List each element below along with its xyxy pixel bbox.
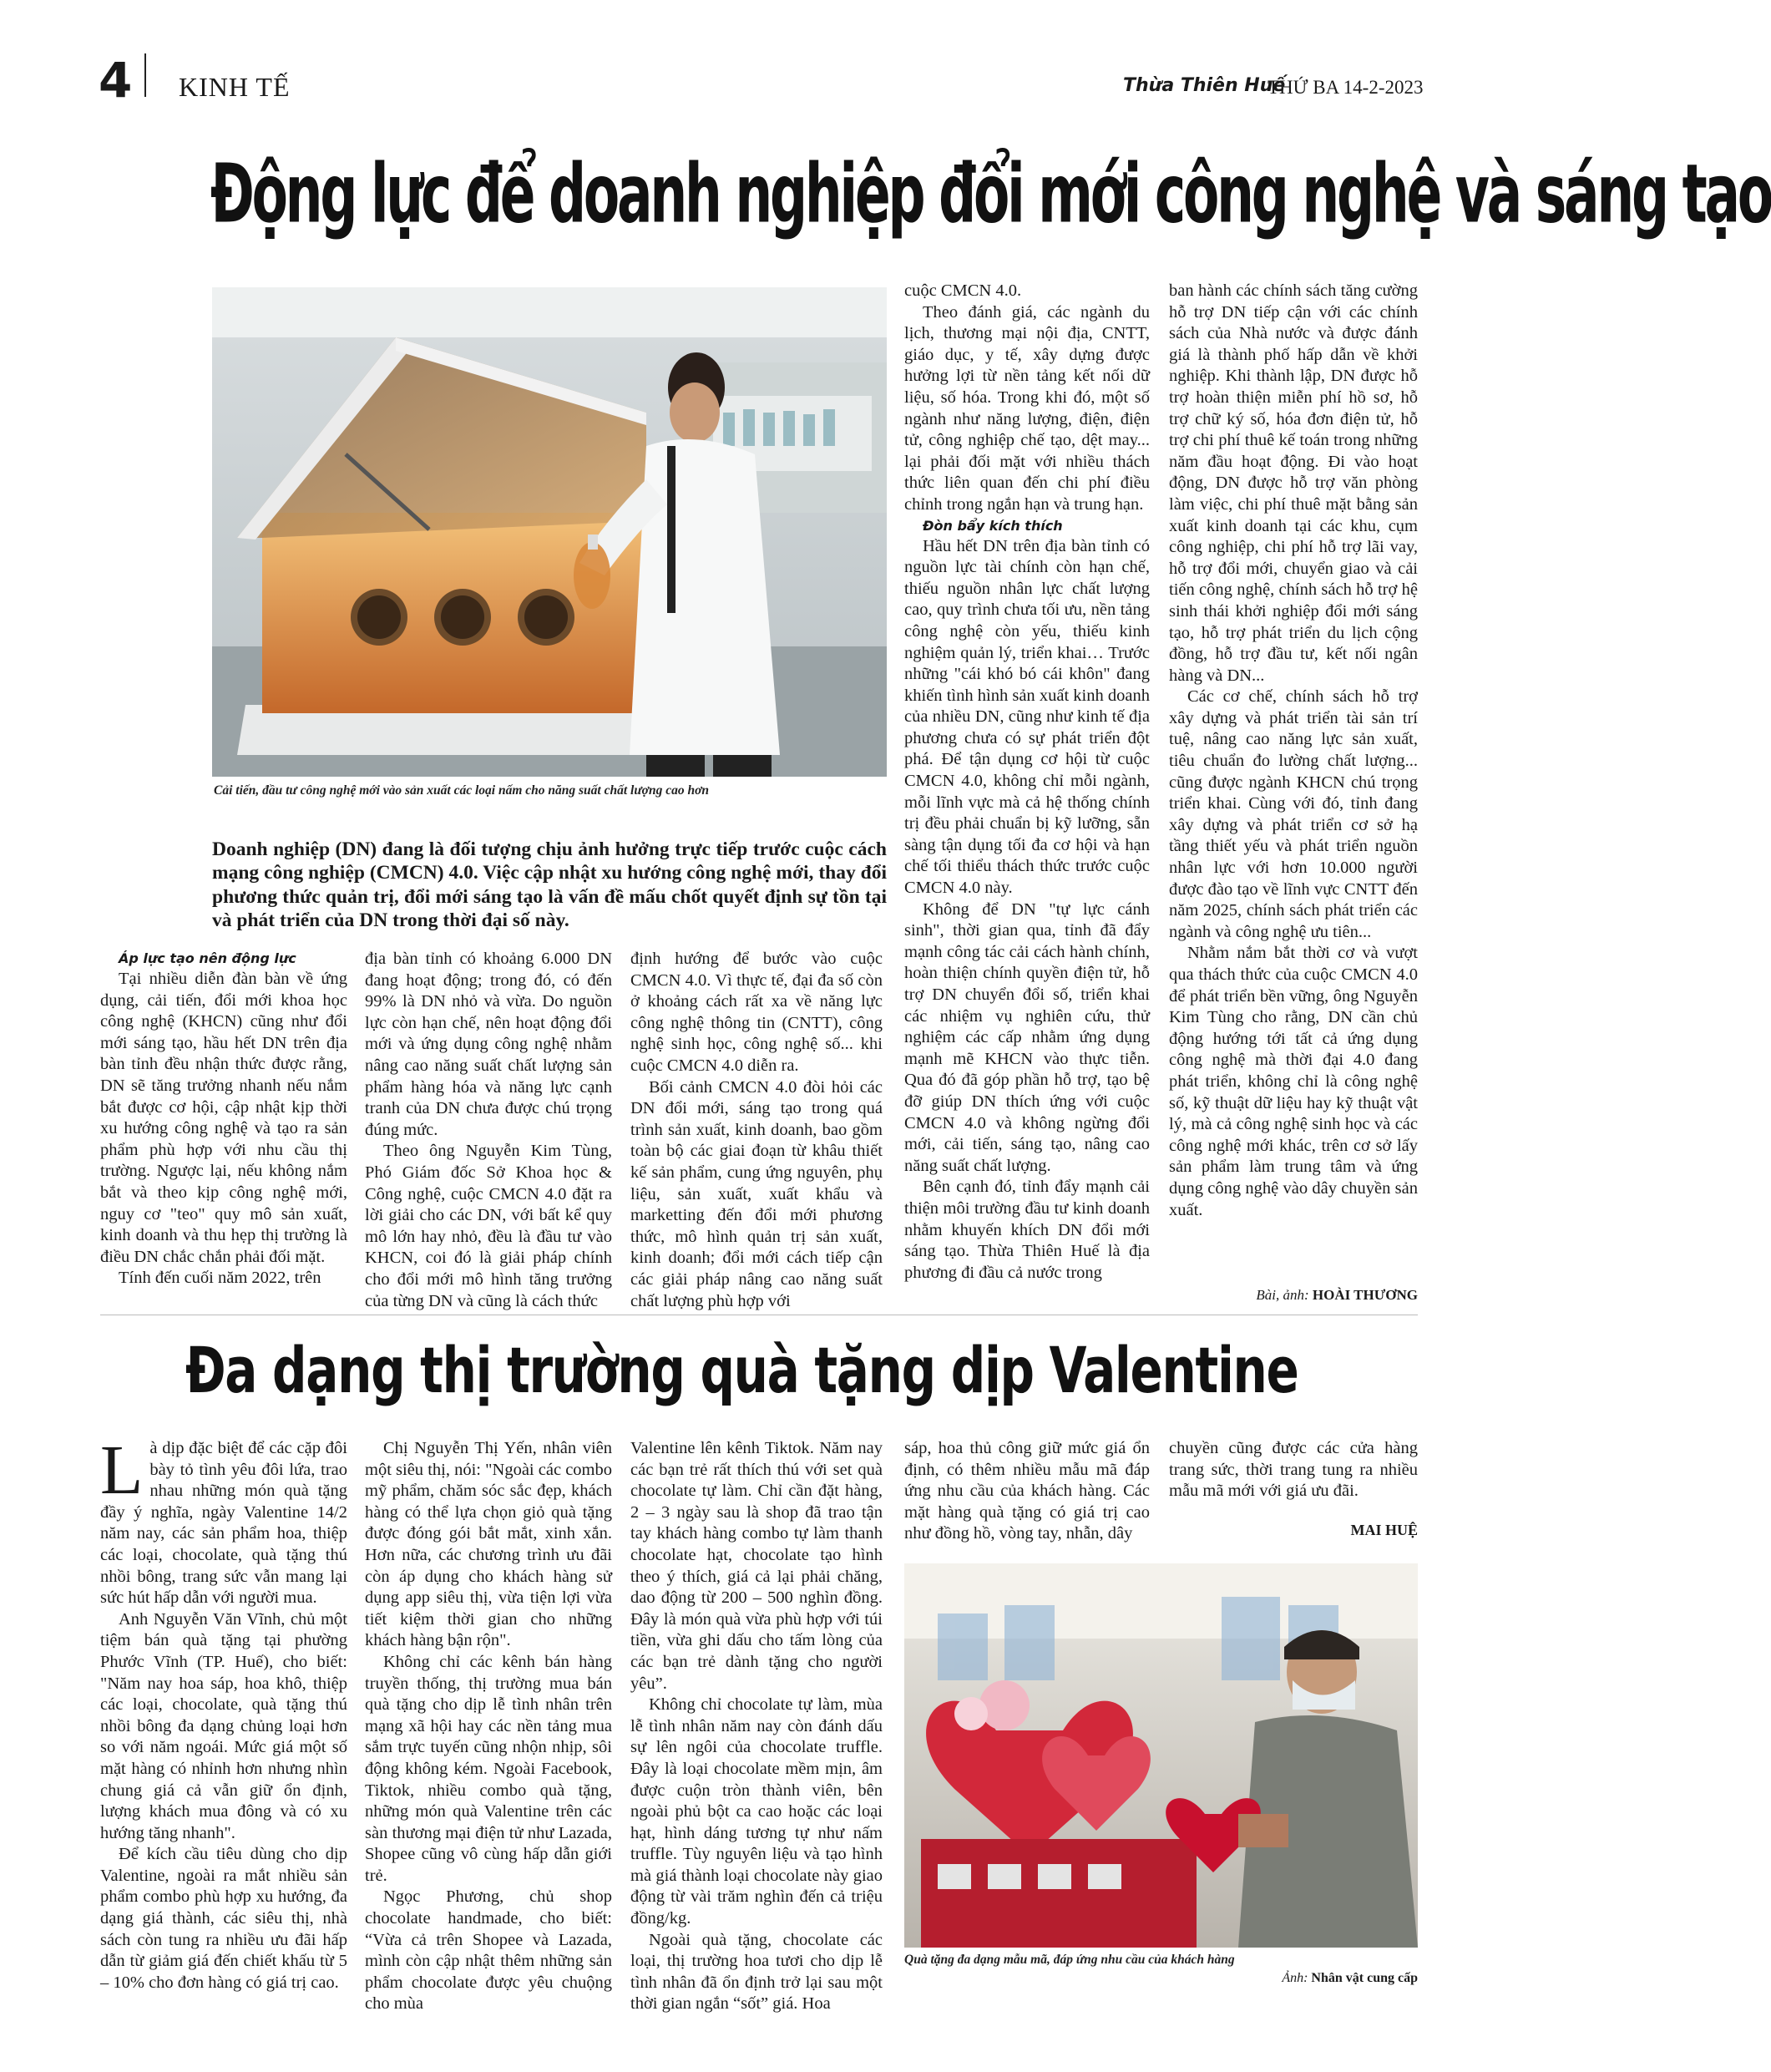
article1-byline [1169,1287,1418,1304]
article1-subheading-2: Đòn bẩy kích thích [923,517,1063,534]
article2-paragraph: Ngoài quà tặng, chocolate các loại, thị trường hoa tươi cho dịp lễ tình nhân đã ổn định trở lại sau một thời gian ngắn “sốt” giá. Hoa [630,1930,883,2014]
article1-paragraph: địa bàn tỉnh có khoảng 6.000 DN đang hoạt động; trong đó, có đến 99% là DN nhỏ và vừa. Do nguồn lực còn hạn chế, nên hoạt động đổi mới và ứng dụng công nghệ nhằm nâng cao năng suất chất lượng sản phẩm hàng hóa và năng lực cạnh tranh của DN chưa được chú trọng đúng mức. [365,950,612,1139]
article2-column-5 [1169,1438,1418,1502]
article1-paragraph: Theo ông Nguyễn Kim Tùng, Phó Giám đốc Sở Khoa học & Công nghệ, cuộc CMCN 4.0 đặt ra lời giải cho các DN, với bất kể quy mô lớn hay nhỏ, đều là đầu tư vào KHCN, coi đó là giải pháp chính cho đổi mới mô hình tăng trưởng của từng DN và cũng là cách thức [365,1142,612,1310]
paper-name: Thừa Thiên Huế [1123,75,1286,96]
gift-photo-illustration [904,1563,1418,1948]
article2-paragraph: sáp, hoa thủ công giữ mức giá ổn định, có thêm nhiều mẫu mã đáp ứng nhu cầu của khách hàng. Các mặt hàng quà tặng có giá trị cao như đồng hồ, vòng tay, nhẫn, dây [904,1439,1150,1543]
article1-paragraph: ban hành các chính sách tăng cường hỗ trợ DN tiếp cận với các chính sách của Nhà nước và được đánh giá là thành phố hấp dẫn về khởi nghiệp. Khi thành lập, DN được hỗ trợ hoàn thiện miễn phí hồ sơ, hỗ trợ chữ ký số, hóa đơn điện tử, hỗ trợ chi phí thuê kế toán trong những năm đầu hoạt động. Đi vào hoạt động, DN được hỗ trợ văn phòng làm việc, chi phí thuê mặt bằng sản xuất kinh doanh tại các khu, cụm công nghiệp, chi phí hỗ trợ lãi vay, hỗ trợ đổi mới, chuyển giao và cải tiến công nghệ, chính sách hỗ trợ hệ sinh thái khởi nghiệp đổi mới sáng tạo, hỗ trợ phát triển du lịch cộng đồng, hỗ trợ đầu tư, kết nối ngân hàng và DN... [1169,281,1418,685]
article1-paragraph: định hướng để bước vào cuộc CMCN 4.0. Vì thực tế, đại đa số còn ở khoảng cách rất xa về năng lực công nghệ thông tin (CNTT), công nghệ sinh học, công nghệ số... khi cuộc CMCN 4.0 diễn ra. [630,950,883,1075]
byline-author: HOÀI THƯƠNG [1312,1287,1418,1303]
article2-paragraph: Ngọc Phương, chủ shop chocolate handmade, cho biết: “Vừa cả trên Shopee và Lazada, mình còn cập nhật thêm những sản phẩm chocolate được yêu chuộng cho mùa [365,1887,612,2014]
article1-paragraph: Tính đến cuối năm 2022, trên [119,1269,321,1288]
photo-credit-name: Nhân vật cung cấp [1311,1971,1418,1985]
article2-photo-caption: Quà tặng đa dạng mẫu mã, đáp ứng nhu cầu của khách hàng [904,1953,1235,1967]
article1-lead: Doanh nghiệp (DN) đang là đối tượng chịu ảnh hưởng trực tiếp trước cuộc cách mạng công nghiệp (CMCN) 4.0. Việc cập nhật xu hướng công nghệ mới, thay đổi phương thức quản trị, đổi mới sáng tạo là vấn đề mấu chốt quyết định sự tồn tại và phát triển của DN trong thời đại số này. [212,838,887,932]
section-name: KINH TẾ [179,72,291,102]
article1-paragraph: Tại nhiều diễn đàn bàn về ứng dụng, cải tiến, đổi mới khoa học công nghệ (KHCN) cũng như đổi mới sáng tạo, hầu hết DN trên địa bàn tỉnh đều nhận thức được rằng, DN sẽ tăng trưởng nhanh nếu nắm bắt được cơ hội, cập nhật kịp thời xu hướng công nghệ và tạo ra sản phẩm phù hợp với nhu cầu thị trường. Ngược lại, nếu không nắm bắt và theo kịp công nghệ mới, nguy cơ "teo" quy mô sản xuất, kinh doanh và thu hẹp thị trường là điều DN chắc chắn phải đối mặt. [100,970,347,1266]
article2-title: Đa dạng thị trường quà tặng dịp Valentine [185,1333,1298,1408]
article1-photo-caption: Cải tiến, đầu tư công nghệ mới vào sản xuất các loại nấm cho năng suất chất lượng cao hơn [214,783,710,798]
article1-paragraph: Nhằm nắm bắt thời cơ và vượt qua thách thức của cuộc CMCN 4.0 để phát triển bền vững, ông Nguyễn Kim Tùng cho rằng, DN cần chủ động hướng tới tất cả ứng dụng công nghệ mà thời đại 4.0 đang phát triển, không chỉ là công nghệ số, kỹ thuật dữ liệu hay kỹ thuật vật lý, mà cả công nghệ sinh học và các công nghệ mới khác, trên cơ sở lấy sản phẩm làm trung tâm và ứng dụng công nghệ vào dây chuyền sản xuất. [1169,944,1418,1219]
article2-column-2 [365,1438,612,2015]
article2-photo-credit [904,1971,1418,1986]
article1-paragraph: Bên cạnh đó, tỉnh đẩy mạnh cải thiện môi trường đầu tư kinh doanh nhằm khuyến khích DN đổi mới sáng tạo. Thừa Thiên Huế là địa phương đi đầu cả nước trong [904,1178,1150,1282]
article2-paragraph: Anh Nguyễn Văn Vĩnh, chủ một tiệm bán quà tặng tại phường Phước Vĩnh (TP. Huế), cho biết: "Năm nay hoa sáp, hoa khô, thiệp các loại, chocolate, quà tặng thú nhồi bông đa dạng chủng loại hơn so với năm ngoái. Mức giá một số mặt hàng có nhỉnh hơn nhưng nhìn chung giá cả vẫn giữ ổn định, lượng khách mua đông và có xu hướng tăng nhanh". [100,1609,347,1842]
article1-title: Động lực để doanh nghiệp đổi mới công nghệ và sáng tạo [210,146,1771,241]
article1-paragraph: Không để DN "tự lực cánh sinh", thời gian qua, tỉnh đã đẩy mạnh công tác cải cách hành chính, hoàn thiện chính quyền điện tử, hỗ trợ DN chuyển đổi số, triển khai các nhiệm vụ nghiên cứu, thử nghiệm các cấp nhằm ứng dụng mạnh mẽ KHCN vào thực tiễn. Qua đó đã góp phần hỗ trợ, tạo bệ đỡ giúp DN thích ứng với cuộc CMCN 4.0 và không ngừng đổi mới, cải tiến, sáng tạo, nâng cao năng suất chất lượng. [904,899,1150,1175]
article1-column-2 [365,949,612,1312]
page-header [0,0,1505,109]
article1-paragraph: Các cơ chế, chính sách hỗ trợ xây dựng và phát triển tài sản trí tuệ, nâng cao năng lực sản xuất, tiêu chuẩn đo lường chất lượng... cũng được ngành KHCN chú trọng triển khai. Cùng với đó, tỉnh đang xây dựng và phát triển cơ sở hạ tầng thiết yếu và phát triển nguồn nhân lực với hơn 10.000 người được đào tạo về lĩnh vực CNTT đến năm 2025, chính sách phát triển các ngành và công nghệ ưu tiên... [1169,687,1418,941]
article2-byline: MAI HUỆ [1350,1522,1418,1538]
article1-paragraph: cuộc CMCN 4.0. [904,281,1022,300]
article2-column-3 [630,1438,883,2015]
article1-column-4 [904,281,1150,1284]
article2-paragraph: Không chỉ chocolate tự làm, mùa lễ tình nhân năm nay còn đánh dấu sự lên ngôi của chocolate truffle. Đây là loại chocolate mềm mịn, âm được cuộn tròn thành viên, bên ngoài phủ bột ca cao hoặc các loại hạt, hình dáng tương tự như nấm truffle. Tùy nguyên liệu và tạo hình mà giá thành loại chocolate này giao động từ vài trăm nghìn đến cả triệu đồng/kg. [630,1695,883,1928]
lab-photo-illustration [212,287,887,777]
byline-prefix: Bài, ảnh: [1256,1287,1309,1303]
article2-paragraph [100,1431,347,1609]
article2-column-1 [100,1431,347,1993]
article1-column-3 [630,949,883,1312]
photo-credit-prefix: Ảnh: [1282,1971,1308,1985]
article1-paragraph: Theo đánh giá, các ngành du lịch, thương mại nội địa, CNTT, giáo dục, y tế, xây dựng được hưởng lợi từ nền tảng kết nối dữ liệu, số hóa. Trong khi đó, một số ngành như năng lượng, điện, điện tử, công nghiệp chế tạo, dệt may... lại phải đối mặt với nhiều thách thức liên quan đến chi phí điều chỉnh trong ngắn hạn và trung hạn. [904,302,1150,514]
article2-lead-text: à dịp đặc biệt để các cặp đôi bày tỏ tình yêu đôi lứa, trao nhau những món quà tặng đầy ý nghĩa, ngày Valentine 14/2 năm nay, các sản phẩm hoa, thiệp các loại, chocolate, quà tặng thú nhồi bông, trang sức vẫn mang lại sức hút hấp dẫn với người mua. [100,1439,347,1608]
article1-photo [212,287,887,777]
article2-paragraph: Để kích cầu tiêu dùng cho dịp Valentine, ngoài ra mắt nhiều sản phẩm combo phù hợp xu hướng, đa dạng giá thành, các siêu thị, nhà sách còn tung ra nhiều ưu đãi hấp dẫn từ giảm giá đến chiết khấu từ 5 – 10% cho đơn hàng có giá trị cao. [100,1845,347,1992]
article2-paragraph: chuyền cũng được các cửa hàng trang sức, thời trang tung ra nhiều mẫu mã mới với giá ưu đãi. [1169,1439,1418,1501]
article2-photo [904,1563,1418,1948]
issue-date: THỨ BA 14-2-2023 [1268,77,1424,98]
article1-column-5 [1169,281,1418,1221]
header-divider [144,53,146,97]
article2-paragraph: Chị Nguyễn Thị Yến, nhân viên một siêu thị, nói: "Ngoài các combo mỹ phẩm, chăm sóc sắc đẹp, khách hàng có thể lựa chọn giỏ quà tặng được đóng gói bắt mắt, xinh xắn. Hơn nữa, các chương trình ưu đãi còn áp dụng cho khách hàng sử dụng app siêu thị, vừa tiện lợi vừa tiết kiệm thời gian cho những khách hàng bận rộn". [365,1439,612,1650]
article2-paragraph: Không chỉ các kênh bán hàng truyền thống, thị trường mua bán quà tặng cho dịp lễ tình nhân trên mạng xã hội hay các nền tảng mua sắm trực tuyến cũng nhộn nhịp, sôi động không kém. Ngoài Facebook, Tiktok, nhiều combo quà tặng, những món quà Valentine trên các sàn thương mại điện tử như Lazada, Shopee cũng vô cùng hấp dẫn giới trẻ. [365,1652,612,1885]
article1-column-1 [100,949,347,1289]
article1-paragraph: Bối cảnh CMCN 4.0 đòi hỏi các DN đổi mới, sáng tạo trong quá trình sản xuất, kinh doanh, bao gồm toàn bộ các giai đoạn từ khâu thiết kế sản phẩm, cung ứng nguyên, phụ liệu, sản xuất, xuất khẩu và marketting đến đổi mới phương thức, mô hình quản trị sản xuất, kinh doanh; đổi mới cách tiếp cận các giải pháp nâng cao năng suất chất lượng phù hợp với [630,1077,883,1310]
article1-subheading-1: Áp lực tạo nên động lực [119,950,296,966]
drop-cap: L [100,1431,144,1509]
article2-column-4 [904,1438,1150,1545]
article2-paragraph: Valentine lên kênh Tiktok. Năm nay các bạn trẻ rất thích thú với set quà chocolate tự làm. Chỉ cần đặt hàng, 2 – 3 ngày sau là shop đã trao tận tay khách hàng combo tự làm thanh chocolate hạt, chocolate tạo hình theo ý thích, giá cả lại phải chăng, dao động từ 200 – 500 nghìn đồng. Đây là món quà vừa phù hợp với túi tiền, vừa ghi dấu cho tấm lòng của các bạn trẻ dành tặng cho người yêu”. [630,1439,883,1693]
article1-paragraph: Hầu hết DN trên địa bàn tỉnh có nguồn lực tài chính còn hạn chế, thiếu nguồn nhân lực chất lượng cao, quy trình chưa tối ưu, nền tảng công nghệ còn yếu, thiếu kinh nghiệm quản lý, triển khai… Trước những "cái khó bó cái khôn" đang khiến tình hình sản xuất kinh doanh của nhiều DN, cũng như kinh tế địa phương chưa có sự phát triển đột phá. Để tận dụng cơ hội từ cuộc CMCN 4.0, không chỉ mỗi ngành, mỗi lĩnh vực mà cả hệ thống chính trị đều phải chuẩn bị kỹ lưỡng, sẵn sàng tận dụng tối đa cơ hội và hạn chế tối thiểu thách thức trước cuộc CMCN 4.0 này. [904,536,1150,898]
page-number: 4 [99,52,133,109]
